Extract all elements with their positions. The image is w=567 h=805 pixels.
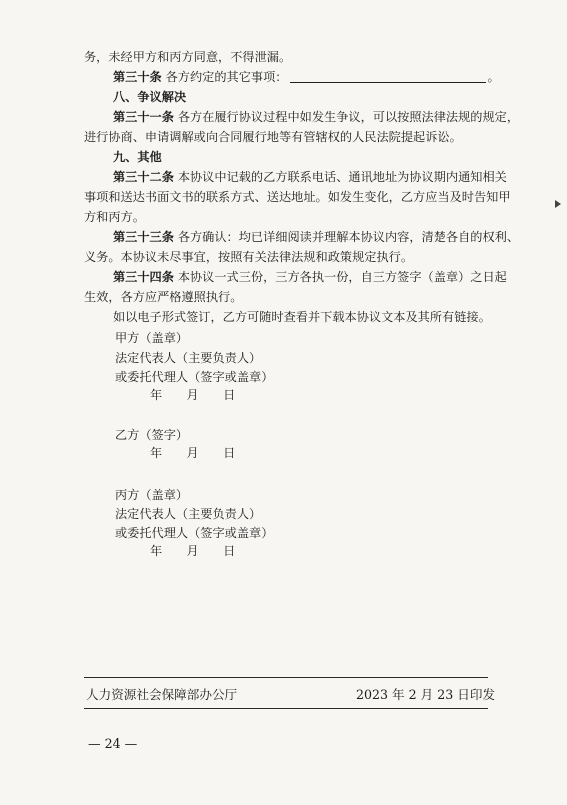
section-heading: 八、争议解决 bbox=[113, 90, 187, 104]
footer-bottom-rule bbox=[84, 708, 488, 709]
footer-top-rule bbox=[84, 677, 488, 678]
article-heading: 第三十四条 bbox=[113, 270, 174, 284]
issue-date: 2023 年 2 月 23 日印发 bbox=[356, 687, 496, 702]
text-line: 方和丙方。 bbox=[84, 210, 145, 224]
text-line: 生效，各方应严格遵照执行。 bbox=[84, 290, 243, 304]
issuer-name: 人力资源社会保障部办公厅 bbox=[86, 687, 238, 702]
party-a-agent-label: 或委托代理人（签字或盖章） bbox=[115, 370, 274, 384]
party-a-seal-label: 甲方（盖章） bbox=[115, 331, 189, 345]
party-c-legal-rep-label: 法定代表人（主要负责人） bbox=[115, 507, 262, 521]
party-c-agent-label: 或委托代理人（签字或盖章） bbox=[115, 526, 274, 540]
text-line: 如以电子形式签订，乙方可随时查看并下载本协议文本及其所有链接。 bbox=[113, 310, 491, 324]
party-c-seal-label: 丙方（盖章） bbox=[115, 488, 189, 502]
text-line: 进行协商、申请调解或向合同履行地等有管辖权的人民法院提起诉讼。 bbox=[84, 130, 462, 144]
article-33: 第三十三条 各方确认：均已详细阅读并理解本协议内容，清楚各自的权利、 bbox=[113, 230, 520, 244]
text-line: 事项和送达书面文书的联系方式、送达地址。如发生变化，乙方应当及时告知甲 bbox=[84, 190, 511, 204]
party-a-date: 年 月 日 bbox=[150, 388, 236, 402]
section-heading: 九、其他 bbox=[113, 150, 162, 164]
text-line: 义务。本协议未尽事宜，按照有关法律法规和政策规定执行。 bbox=[84, 250, 414, 264]
article-32: 第三十二条 本协议中记载的乙方联系电话、通讯地址为协议期内通知相关 bbox=[113, 170, 507, 184]
blank-fill-line bbox=[290, 70, 486, 83]
party-a-legal-rep-label: 法定代表人（主要负责人） bbox=[115, 351, 262, 365]
party-b-date: 年 月 日 bbox=[150, 446, 236, 460]
party-b-signature-label: 乙方（签字） bbox=[115, 428, 189, 442]
article-heading: 第三十二条 bbox=[113, 170, 174, 184]
article-heading: 第三十一条 bbox=[113, 110, 174, 124]
page-number: — 24 — bbox=[88, 736, 138, 751]
article-34: 第三十四条 本协议一式三份，三方各执一份，自三方签字（盖章）之日起 bbox=[113, 270, 507, 284]
article-30: 第三十条 各方约定的其它事项： 。 bbox=[113, 70, 500, 84]
article-heading: 第三十三条 bbox=[113, 230, 174, 244]
margin-mark-icon bbox=[555, 200, 561, 208]
article-heading: 第三十条 bbox=[113, 70, 162, 84]
text-line: 务，未经甲方和丙方同意，不得泄漏。 bbox=[84, 50, 292, 64]
article-31: 第三十一条 各方在履行协议过程中如发生争议，可以按照法律法规的规定， bbox=[113, 110, 520, 124]
party-c-date: 年 月 日 bbox=[150, 544, 236, 558]
